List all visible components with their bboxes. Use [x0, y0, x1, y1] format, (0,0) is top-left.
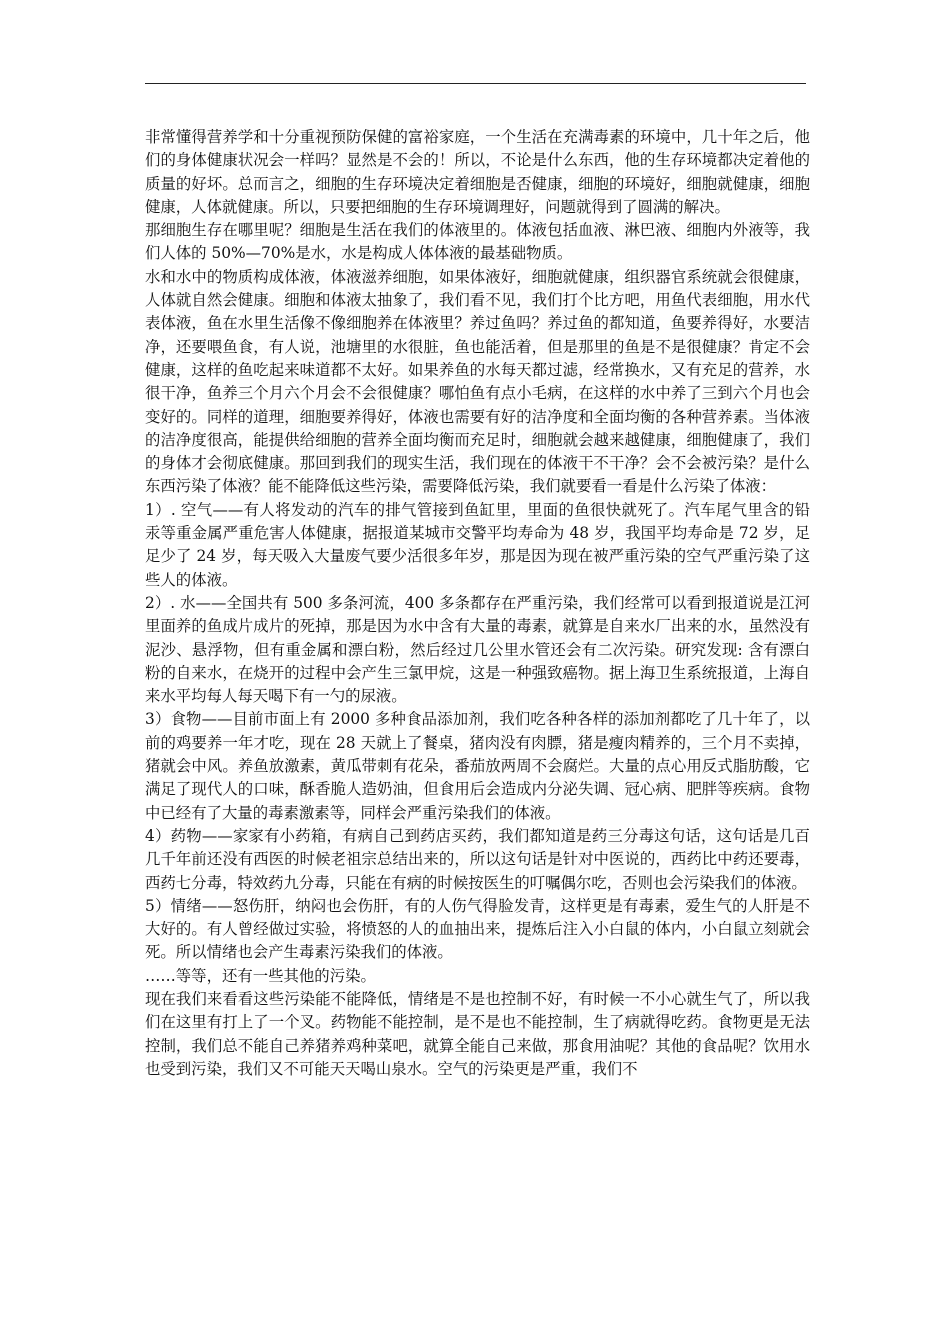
- paragraph-air-pollution: 1）. 空气——有人将发动的汽车的排气管接到鱼缸里，里面的鱼很快就死了。汽车尾气里含的铅汞等重金属严重危害人体健康，据报道某城市交警平均寿命为 48 岁，我国平均寿命是 72 岁，足足少了 24 岁，每天吸入大量废气要少活很多年岁，那是因为现在被严重污染的空气严重污染了这些人的体液。: [145, 500, 810, 589]
- paragraph-body-fluid: 那细胞生存在哪里呢？细胞是生活在我们的体液里的。体液包括血液、淋巴液、细胞内外液等，我们人体的 50%—70%是水，水是构成人体体液的最基础物质。: [145, 221, 810, 263]
- document-body: [145, 126, 810, 1081]
- paragraph-medicine-pollution: 4）药物——家家有小药箱，有病自己到药店买药，我们都知道是药三分毒这句话，这句话是几百几千年前还没有西医的时候老祖宗总结出来的，所以这句话是针对中医说的，西药比中药还要毒，西药七分毒，特效药九分毒，只能在有病的时候按医生的叮嘱偶尔吃，否则也会污染我们的体液。: [145, 826, 810, 892]
- header-rule: [145, 83, 806, 84]
- paragraph-emotion-pollution: 5）情绪——怒伤肝，纳闷也会伤肝，有的人伤气得脸发青，这样更是有毒素，爱生气的人肝是不大好的。有人曾经做过实验，将愤怒的人的血抽出来，提炼后注入小白鼠的体内，小白鼠立刻就会死。所以情绪也会产生毒素污染我们的体液。: [145, 896, 810, 962]
- paragraph-fish-analogy: 水和水中的物质构成体液，体液滋养细胞，如果体液好，细胞就健康，组织器官系统就会很健康，人体就自然会健康。细胞和体液太抽象了，我们看不见，我们打个比方吧，用鱼代表细胞，用水代表体液，鱼在水里生活像不像细胞养在体液里？养过鱼吗？养过鱼的都知道，鱼要养得好，水要洁净，还要喂鱼食，有人说，池塘里的水很脏，鱼也能活着，但是那里的鱼是不是很健康？肯定不会健康，这样的鱼吃起来味道都不太好。如果养鱼的水每天都过滤，经常换水，又有充足的营养，水很干净，鱼养三个月六个月会不会很健康？哪怕鱼有点小毛病，在这样的水中养了三到六个月也会变好的。同样的道理，细胞要养得好，体液也需要有好的洁净度和全面均衡的各种营养素。当体液的洁净度很高，能提供给细胞的营养全面均衡而充足时，细胞就会越来越健康，细胞健康了，我们的身体才会彻底健康。那回到我们的现实生活，我们现在的体液干不干净？会不会被污染？是什么东西污染了体液？能不能降低这些污染，需要降低污染，我们就要看一看是什么污染了体液：: [145, 267, 810, 496]
- paragraph-water-pollution: 2）. 水——全国共有 500 多条河流，400 多条都存在严重污染，我们经常可以看到报道说是江河里面养的鱼成片成片的死掉，那是因为水中含有大量的毒素，就算是自来水厂出来的水，虽然没有泥沙、悬浮物，但有重金属和漂白粉，然后经过几公里水管还会有二次污染。研究发现: 含有漂白粉的自来水，在烧开的过程中会产生三氯甲烷，这是一种强致癌物。据上海卫生系统报道，上海自来水平均每人每天喝下有一勺的尿液。: [145, 593, 810, 706]
- paragraph-food-pollution: 3）食物——目前市面上有 2000 多种食品添加剂，我们吃各种各样的添加剂都吃了几十年了，以前的鸡要养一年才吃，现在 28 天就上了餐桌，猪肉没有肉膘，猪是瘦肉精养的，三个月不卖掉，猪就会中风。养鱼放激素，黄瓜带刺有花朵，番茄放两周不会腐烂。大量的点心用反式脂肪酸，它满足了现代人的口味，酥香脆人造奶油，但食用后会造成内分泌失调、冠心病、肥胖等疾病。食物中已经有了大量的毒素激素等，同样会严重污染我们的体液。: [145, 710, 810, 822]
- paragraph-cell-environment: 非常懂得营养学和十分重视预防保健的富裕家庭，一个生活在充满毒素的环境中，几十年之后，他们的身体健康状况会一样吗？显然是不会的！所以，不论是什么东西，他的生存环境都决定着他的质量的好坏。总而言之，细胞的生存环境决定着细胞是否健康，细胞的环境好，细胞就健康，细胞健康，人体就健康。所以，只要把细胞的生存环境调理好，问题就得到了圆满的解决。: [145, 128, 810, 216]
- paragraph-other-pollution: ……等等，还有一些其他的污染。: [145, 966, 376, 985]
- paragraph-control-discussion: 现在我们来看看这些污染能不能降低，情绪是不是也控制不好，有时候一不小心就生气了，所以我们在这里有打上了一个叉。药物能不能控制，是不是也不能控制，生了病就得吃药。食物更是无法控制，我们总不能自己养猪养鸡种菜吧，就算全能自己来做，那食用油呢？其他的食品呢？饮用水也受到污染，我们又不可能天天喝山泉水。空气的污染更是严重，我们不: [145, 989, 810, 1078]
